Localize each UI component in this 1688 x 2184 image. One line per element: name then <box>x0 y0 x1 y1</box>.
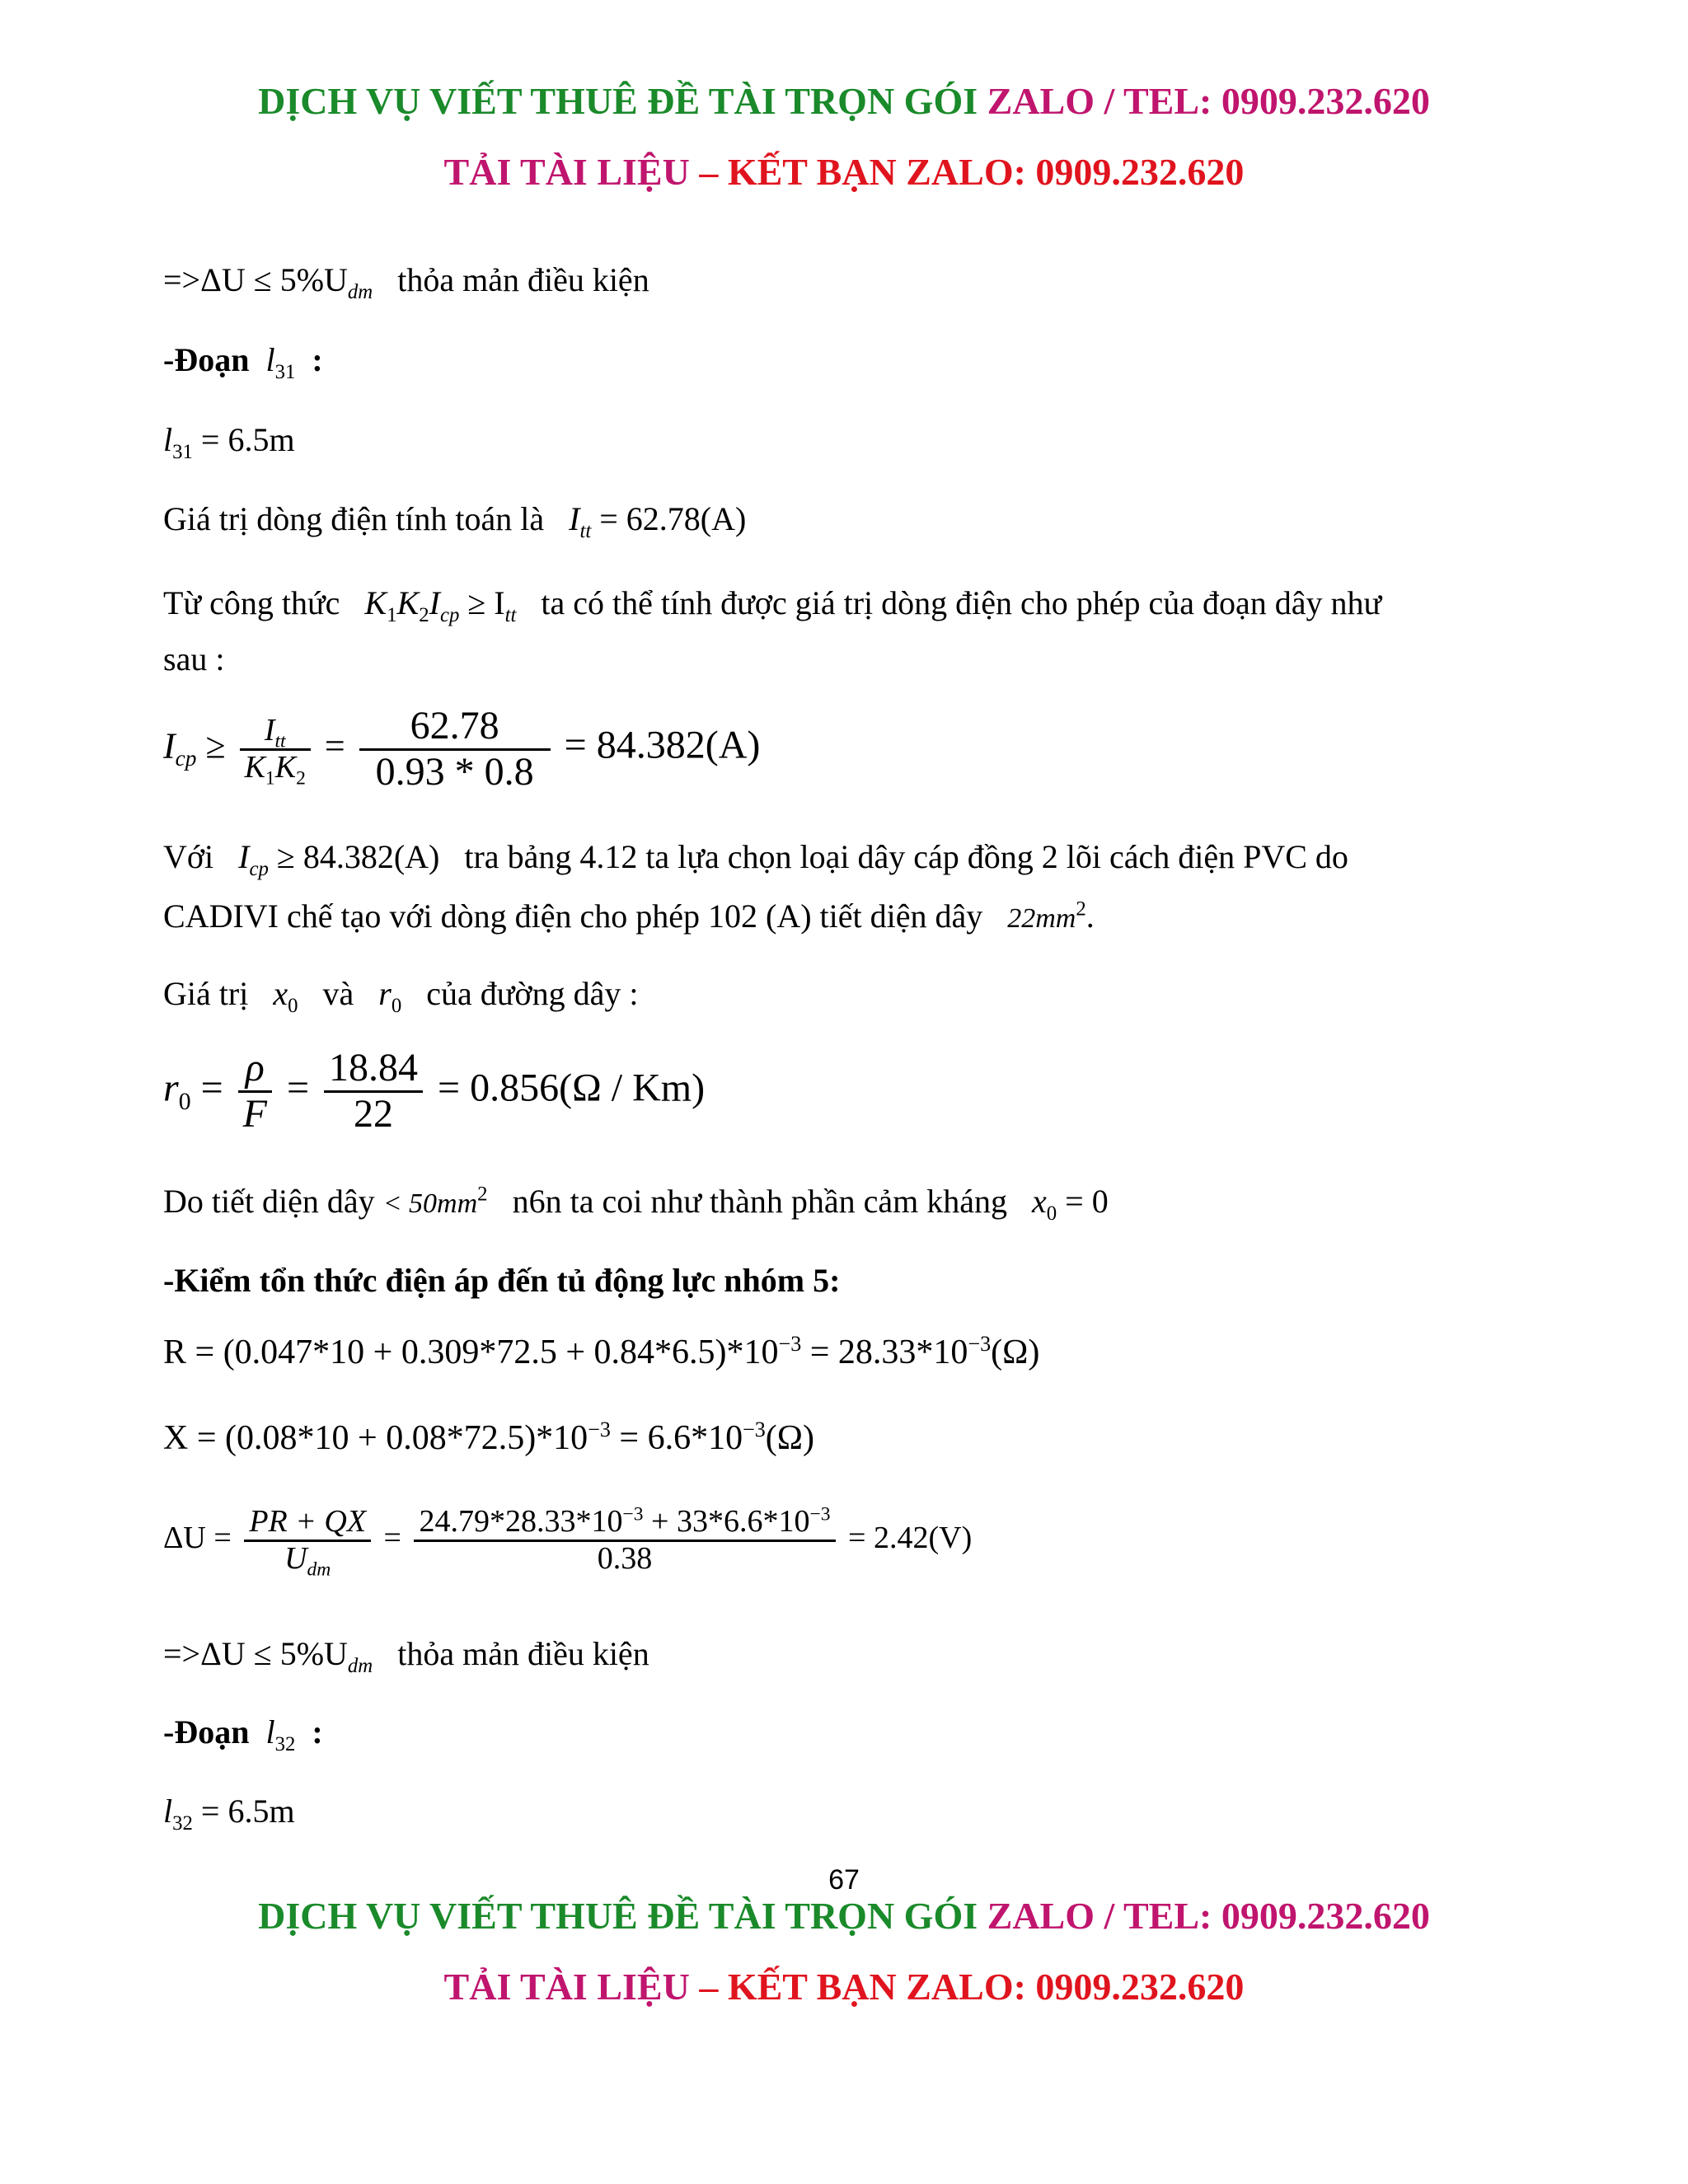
cadivi-area-sup: 2 <box>1076 898 1086 921</box>
arrow-text-2: => <box>163 1635 201 1672</box>
rho: ρ <box>245 1046 265 1090</box>
x0r0-text-b: của đường dây : <box>426 975 639 1012</box>
itt-line <box>163 500 747 542</box>
du-num2-sup1: −3 <box>622 1503 644 1526</box>
cadivi-end: . <box>1085 898 1095 935</box>
cross-text-a: Do tiết diện dây <box>163 1183 375 1220</box>
du-den1: U <box>284 1540 307 1576</box>
cadivi-text: CADIVI chế tạo với dòng điện cho phép 102 (A) tiết diện dây <box>163 898 983 935</box>
frac-den-k2-sub: 2 <box>296 767 306 790</box>
segment-sub-2: 32 <box>274 1733 296 1755</box>
with-icp-var: I <box>238 838 250 875</box>
x-equation <box>163 1419 814 1457</box>
footer-banner-line-2 <box>0 1965 1688 2008</box>
du-result: = 2.42(V) <box>848 1521 973 1556</box>
condition-text: thỏa mản điều kiện <box>397 261 649 298</box>
icp-sub: cp <box>439 604 460 626</box>
l31-value: = 6.5m <box>192 421 295 458</box>
frac-den-k1: K <box>244 749 265 785</box>
rho-over-f-fraction <box>238 1047 272 1137</box>
icp-var: I <box>429 584 440 621</box>
frac-den-k1-sub: 1 <box>265 767 275 790</box>
banner-download-text: TẢI TÀI LIỆU <box>443 151 700 193</box>
itt-value: = 62.78(A) <box>591 500 747 537</box>
segment-colon: : <box>312 341 323 378</box>
k2-var: K <box>396 584 420 621</box>
cross-area-sup: 2 <box>477 1183 488 1206</box>
delta-u-equation <box>163 1503 973 1581</box>
itt-over-k1k2-fraction <box>240 713 311 790</box>
delta-u-sub-2: dm <box>347 1655 373 1677</box>
footer-download-text: TẢI TÀI LIỆU <box>443 1966 700 2008</box>
cross-section-line <box>163 1183 1109 1225</box>
formula-line <box>163 584 1382 626</box>
r0-lhs: r <box>163 1066 179 1110</box>
numeric-fraction <box>359 705 551 794</box>
r-equation <box>163 1333 1039 1371</box>
icp-result: = 84.382(A) <box>564 723 761 767</box>
voltage-loss-heading: -Kiểm tổn thức điện áp đến tủ động lực nhóm 5: <box>163 1262 841 1299</box>
formula-text-a: Từ công thức <box>163 584 340 621</box>
cross-x0-value: = 0 <box>1057 1183 1109 1220</box>
r0-equation <box>163 1047 705 1137</box>
r0-lhs-sub: 0 <box>178 1087 191 1115</box>
delta-u-formula: ΔU ≤ 5%U <box>200 261 348 298</box>
r-expr-c: (Ω) <box>991 1333 1040 1371</box>
itt-sub2: tt <box>504 604 517 626</box>
footer-service-text: DỊCH VỤ VIẾT THUÊ ĐỀ TÀI TRỌN GÓI <box>258 1895 987 1937</box>
x0-r0-line <box>163 975 639 1017</box>
segment-label: -Đoạn <box>163 341 250 378</box>
frac-den-k2: K <box>274 749 297 785</box>
header-banner-line-1 <box>0 79 1688 123</box>
segment-32-heading <box>163 1713 323 1755</box>
du-den1-sub: dm <box>307 1558 331 1581</box>
delta-u-formula-2: ΔU ≤ 5%U <box>200 1635 348 1672</box>
du-den2: 0.38 <box>414 1540 835 1577</box>
l32-value: = 6.5m <box>192 1793 295 1830</box>
r0-result: = 0.856(Ω / Km) <box>438 1066 706 1110</box>
r0-eq2: = <box>286 1066 310 1110</box>
cadivi-area: 22mm <box>1007 903 1076 934</box>
frac-den-value: 0.93 * 0.8 <box>359 748 551 794</box>
with-icp-line <box>163 838 1348 880</box>
l31-sub: 31 <box>172 441 193 463</box>
cadivi-line <box>163 898 1095 935</box>
header-banner-line-2 <box>0 150 1688 194</box>
r-expr-a: R = (0.047*10 + 0.309*72.5 + 0.84*6.5)*10 <box>163 1333 779 1371</box>
r0-num-value: 18.84 <box>329 1046 419 1090</box>
arrow-text: => <box>163 261 201 298</box>
f-var: F <box>238 1090 272 1137</box>
cross-text-b: n6n ta coi như thành phần cảm kháng <box>512 1183 1007 1220</box>
with-text-b: tra bảng 4.12 ta lựa chọn loại dây cáp đồng 2 lõi cách điện PVC do <box>464 838 1348 875</box>
footer-contact-text: ZALO / TEL: 0909.232.620 <box>987 1895 1430 1937</box>
segment-31-heading <box>163 341 323 383</box>
with-text: Với <box>163 838 214 875</box>
frac-num-value: 62.78 <box>410 704 499 748</box>
r0-var: r <box>378 975 392 1012</box>
x-expr-a: X = (0.08*10 + 0.08*72.5)*10 <box>163 1419 588 1457</box>
k2-sub: 2 <box>419 604 429 626</box>
segment-var: l <box>265 341 275 378</box>
du-eq: = <box>383 1521 401 1556</box>
icp-equation <box>163 705 760 794</box>
x0-sub: 0 <box>288 995 298 1017</box>
banner-contact-text: ZALO / TEL: 0909.232.620 <box>987 80 1430 122</box>
segment-colon-2: : <box>312 1713 323 1750</box>
cross-x0-var: x <box>1032 1183 1047 1220</box>
ge-itt: ≥ I <box>459 584 505 621</box>
with-icp-sub: cp <box>249 858 269 880</box>
icp-eq1: = <box>324 725 345 766</box>
footer-zalo-text: KẾT BẠN ZALO: 0909.232.620 <box>718 1966 1245 2008</box>
l31-equation <box>163 421 295 463</box>
du-lhs: ΔU = <box>163 1521 232 1556</box>
x0r0-text-a: Giá trị <box>163 975 249 1012</box>
footer-dash: – <box>699 1966 719 2008</box>
footer-banner-line-1 <box>0 1894 1688 1938</box>
segment-sub: 31 <box>274 361 296 383</box>
k1-sub: 1 <box>387 604 397 626</box>
formula-text-b: ta có thể tính được giá trị dòng điện cho phép của đoạn dây như <box>541 584 1382 621</box>
delta-u-sub: dm <box>347 281 373 303</box>
du-num1: PR + QX <box>249 1504 367 1539</box>
l32-var: l <box>163 1793 173 1830</box>
r0-numeric-fraction <box>324 1047 423 1137</box>
x-expr-b: = 6.6*10 <box>610 1419 743 1457</box>
pr-qx-over-udm-fraction <box>244 1504 371 1581</box>
banner-zalo-text: KẾT BẠN ZALO: 0909.232.620 <box>718 151 1245 193</box>
check-line-1 <box>163 261 649 303</box>
r0-den-value: 22 <box>324 1090 423 1137</box>
frac-num-itt-sub: tt <box>274 730 286 752</box>
r-sup2: −3 <box>968 1332 992 1356</box>
x0r0-and: và <box>322 975 354 1012</box>
itt-text: Giá trị dòng điện tính toán là <box>163 500 545 537</box>
cross-area: < 50mm <box>382 1188 478 1219</box>
cross-x0-sub: 0 <box>1046 1202 1057 1225</box>
with-icp-value: ≥ 84.382(A) <box>268 838 440 875</box>
x0-var: x <box>273 975 288 1012</box>
du-num2-sup2: −3 <box>809 1503 831 1526</box>
x-sup2: −3 <box>743 1418 766 1441</box>
r-sup1: −3 <box>778 1332 802 1356</box>
r0-eq1: = <box>200 1066 223 1110</box>
itt-var: I <box>569 500 580 537</box>
x-expr-c: (Ω) <box>765 1419 814 1457</box>
formula-line-cont <box>163 641 224 677</box>
itt-sub: tt <box>579 520 592 542</box>
formula-text-c: sau : <box>163 640 225 677</box>
segment-label-2: -Đoạn <box>163 1713 250 1750</box>
icp-lhs: I <box>163 725 176 766</box>
du-num2-a: 24.79*28.33*10 <box>419 1504 623 1539</box>
r0-sub: 0 <box>391 995 402 1017</box>
banner-dash: – <box>699 151 719 193</box>
icp-ge: ≥ <box>196 725 226 766</box>
l32-equation <box>163 1793 295 1835</box>
du-numeric-fraction <box>414 1505 835 1577</box>
page-number: 67 <box>828 1864 860 1896</box>
condition-text-2: thỏa mản điều kiện <box>397 1635 649 1672</box>
x-sup1: −3 <box>588 1418 611 1441</box>
l31-var: l <box>163 421 173 458</box>
frac-num-itt: I <box>264 713 275 748</box>
du-num2-b: + 33*6.6*10 <box>643 1504 810 1539</box>
segment-var-2: l <box>265 1713 275 1750</box>
r-expr-b: = 28.33*10 <box>801 1333 968 1371</box>
check-line-2 <box>163 1635 649 1677</box>
icp-lhs-sub: cp <box>175 746 197 771</box>
banner-service-text: DỊCH VỤ VIẾT THUÊ ĐỀ TÀI TRỌN GÓI <box>258 80 987 122</box>
l32-sub: 32 <box>172 1812 193 1835</box>
k1-var: K <box>364 584 387 621</box>
